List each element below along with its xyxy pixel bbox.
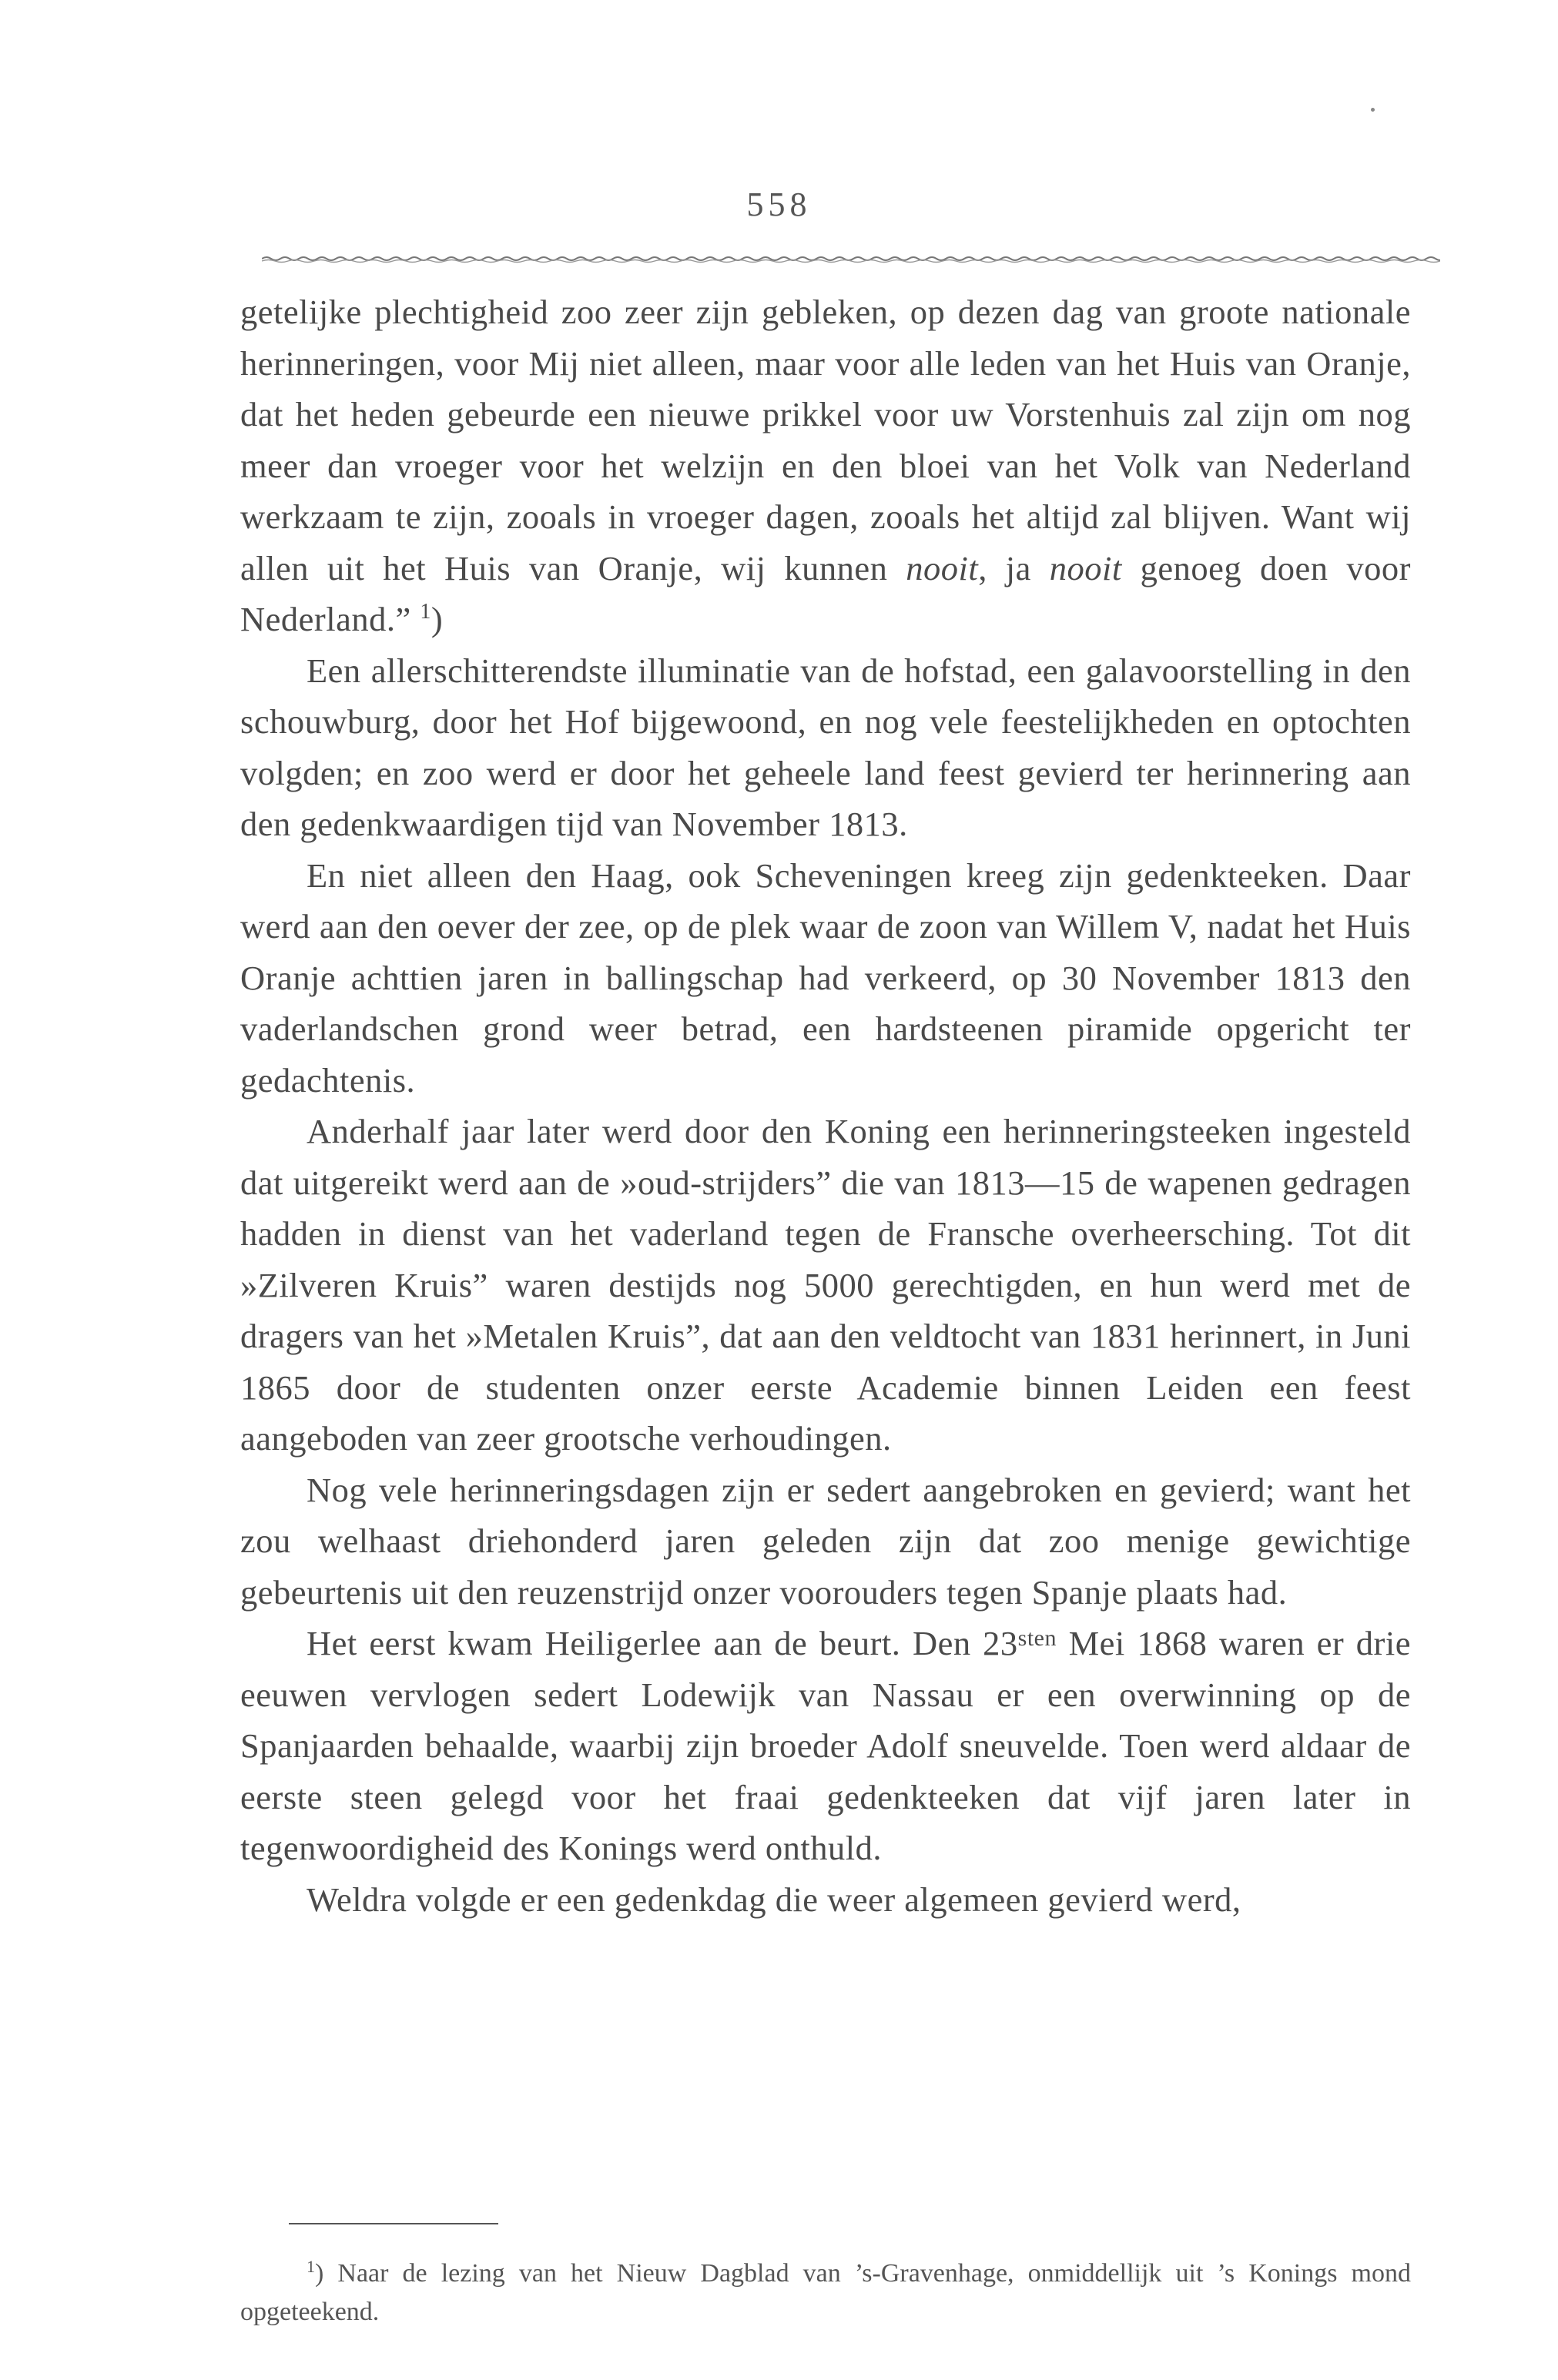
ordinal-superscript: sten bbox=[1017, 1625, 1057, 1651]
paragraph-text: genoeg doen voor Nederland.” bbox=[240, 548, 1411, 638]
emphasis-text: nooit bbox=[1049, 548, 1122, 587]
paragraph-text: Het eerst kwam Heiligerlee aan de beurt. Den 23 bbox=[307, 1624, 1018, 1662]
paragraph-text: ) bbox=[431, 600, 444, 638]
page-number: 558 bbox=[746, 186, 812, 223]
paragraph-2: Een allerschitterendste illuminatie van de hofstad, een galavoorstelling in den schouwburg, door het Hof bijgewoond, en nog vele feestelijkheden en optochten volgden; en zoo werd er door het geheele land feest gevierd ter herinnering aan den gedenkwaardigen tijd van November 1813. bbox=[240, 651, 1411, 843]
paragraph-text: getelijke plechtigheid zoo zeer zijn gebleken, op dezen dag van groote nationale herinneringen, voor Mij niet alleen, maar voor alle leden van het Huis van Oranje, dat het heden gebeurde een nieuwe prikkel voor uw Vorstenhuis zal zijn om nog meer dan vroeger voor het welzijn en den bloei van het Volk van Nederland werkzaam te zijn, zooals in vroeger dagen, zooals het altijd zal blijven. Want wij allen uit het Huis van Oranje, wij kunnen bbox=[240, 293, 1411, 587]
paragraph-4: Anderhalf jaar later werd door den Koning een herinneringsteeken ingesteld dat uitgereikt werd aan de »oud-strijders” die van 1813—15 de wapenen gedragen hadden in dienst van het vaderland tegen de Fransche overheersching. Tot dit »Zilveren Kruis” waren destijds nog 5000 gerechtigden, en hun werd met de dragers van het »Metalen Kruis”, dat aan den veldtocht van 1831 herinnert, in Juni 1865 door de studenten onzer eerste Academie binnen Leiden een feest aangeboden van zeer grootsche verhoudingen. bbox=[240, 1112, 1411, 1458]
footnote-reference: 1 bbox=[420, 600, 431, 624]
footnote-separator bbox=[289, 2223, 498, 2224]
paragraph-1 bbox=[240, 286, 1411, 645]
paragraph-6 bbox=[240, 1618, 1411, 1874]
footnote-text: ) Naar de lezing van het Nieuw Dagblad van ’s-Gravenhage, onmiddellijk uit ’s Konings mond opgeteekend. bbox=[240, 2259, 1411, 2326]
paragraph-text: , ja bbox=[978, 548, 1050, 587]
paragraph-5: Nog vele herinneringsdagen zijn er sedert aangebroken en gevierd; want het zou welhaast driehonderd jaren geleden zijn dat zoo menige gewichtige gebeurtenis uit den reuzenstrijd onzer voorouders tegen Spanje plaats had. bbox=[240, 1470, 1411, 1612]
paragraph-text: Mei 1868 waren er drie eeuwen vervlogen sedert Lodewijk van Nassau er een overwinning op de Spanjaarden behaalde, waarbij zijn broeder Adolf sneuvelde. Toen werd aldaar de eerste steen gelegd voor het fraai gedenkteeken dat vijf jaren later in tegenwoordigheid des Konings werd onthuld. bbox=[240, 1624, 1411, 1867]
paragraph-7: Weldra volgde er een gedenkdag die weer algemeen gevierd werd, bbox=[307, 1880, 1241, 1919]
paragraph-3: En niet alleen den Haag, ook Scheveningen kreeg zijn gedenkteeken. Daar werd aan den oever der zee, op de plek waar de zoon van Willem V, nadat het Huis Oranje achttien jaren in ballingschap had verkeerd, op 30 November 1813 den vaderlandschen grond weer betrad, een hardsteenen piramide opgericht ter gedachtenis. bbox=[240, 855, 1411, 1100]
body-text bbox=[240, 286, 1411, 1925]
emphasis-text: nooit bbox=[906, 548, 979, 587]
ornamental-rule bbox=[262, 254, 1440, 265]
paper-speck bbox=[1371, 108, 1375, 112]
footnote bbox=[240, 2254, 1411, 2331]
footnote-marker: 1 bbox=[307, 2257, 315, 2276]
